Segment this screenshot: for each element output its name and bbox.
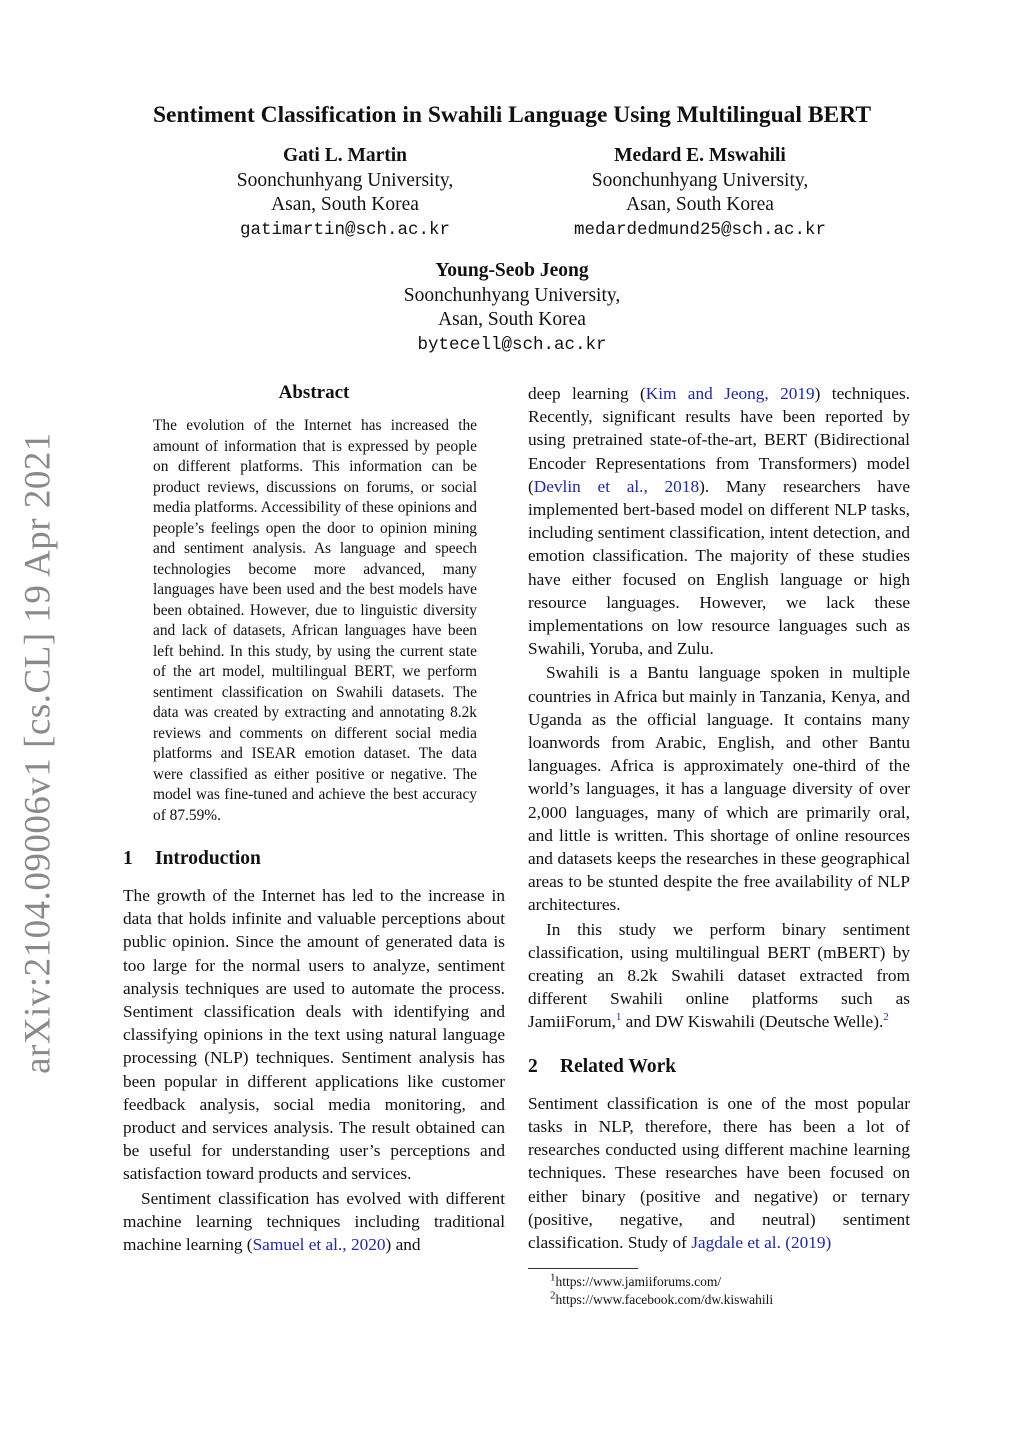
author-affiliation: Soonchunhyang University, [236, 169, 454, 191]
section-title: Related Work [560, 1055, 677, 1077]
footnote-number: 1 [550, 1271, 556, 1284]
text-run: ) techniques. Recently, significant results have been reported by using pretrained state-of-the-art, BERT (Bidirectional Encoder Representations from Transformers) model ( [528, 384, 911, 496]
citation-link[interactable]: Devlin et al., 2018 [533, 476, 700, 496]
author-email[interactable]: gatimartin@sch.ac.kr [239, 219, 451, 240]
citation-link[interactable]: Samuel et al., 2020 [252, 1235, 386, 1255]
text-run: ) and [385, 1235, 421, 1255]
author-name: Gati L. Martin [282, 145, 408, 166]
related-paragraph-1 [528, 1092, 910, 1254]
citation-link[interactable]: Kim and Jeong, 2019 [645, 384, 815, 403]
author-name: Young-Seob Jeong [435, 260, 589, 281]
author-affiliation: Soonchunhyang University, [591, 169, 809, 191]
abstract-heading: Abstract [278, 382, 350, 403]
text-run: deep learning ( [528, 384, 646, 403]
abstract-text: The evolution of the Internet has increased the amount of information that is expressed by people on different platforms. This information can be product reviews, discussions on forums, or social media platforms. Accessibility of these opinions and people’s feelings open the door to opinion mining and sentiment analysis. As language and speech technologies become more advanced, many languages have been used and the best models have been obtained. However, due to linguistic diversity and lack of datasets, African languages have been left behind. In this study, by using the current state of the art model, multilingual BERT, we perform sentiment classification on Swahili datasets. The data was created by extracting and annotating 8.2k reviews and comments on different social media platforms and ISEAR emotion dataset. The data were classified as either positive or negative. The model was fine-tuned and achieve the best accuracy of 87.59%. [153, 417, 477, 824]
text-run: Sentiment classification has evolved with different machine learning techniques including traditional machine learning ( [123, 1188, 505, 1255]
footnote-number: 2 [550, 1289, 556, 1302]
section-heading-introduction [123, 848, 505, 870]
author-location: Asan, South Korea [626, 194, 774, 215]
left-column [123, 382, 505, 1256]
citation-link[interactable]: Jagdale et al. (2019) [691, 1232, 832, 1252]
right-column [528, 382, 910, 1309]
author-location: Asan, South Korea [438, 309, 586, 330]
body-paragraph-2: Swahili is a Bantu language spoken in multiple countries in Africa but mainly in Tanzania, Kenya, and Uganda as the official language. It contains many loanwords from Arabic, English, and other Bantu languages. Africa is approximately one-third of the world’s languages, it has a language diversity of over 2,000 languages, many of which are primarily oral, and little is written. This shortage of online resources and datasets keeps the researches in these geographical areas to be stunted despite the free availability of NLP architectures. [528, 663, 910, 915]
footnote-url[interactable]: https://www.facebook.com/dw.kiswahili [555, 1292, 774, 1308]
author-name: Medard E. Mswahili [614, 145, 786, 166]
intro-paragraph-1: The growth of the Internet has led to the increase in data that holds infinite and valuable perceptions about public opinion. Since the amount of generated data is too large for the normal users to analyze, sentiment analysis techniques are used to automate the process. Sentiment classification deals with identifying and classifying opinions in the text using natural language processing (NLP) techniques. Sentiment analysis has been popular in different applications like customer feedback analysis, social media monitoring, and product and services analysis. The result obtained can be useful for understanding user’s perceptions and satisfaction toward products and services. [123, 886, 505, 1184]
author-affiliation: Soonchunhyang University, [403, 284, 621, 306]
author-block-3 [362, 259, 662, 357]
author-location: Asan, South Korea [271, 194, 419, 215]
footnote-marker[interactable]: 1 [615, 1011, 622, 1024]
footnote-divider [528, 1268, 638, 1269]
arxiv-sidebar [14, 432, 62, 1074]
text-run: In this study we perform binary sentiment classification, using multilingual BERT (mBERT) by creating an 8.2k Swahili dataset extracted from different Swahili online platforms such as JamiiForum, [528, 919, 910, 1032]
footnote-url[interactable]: https://www.jamiiforums.com/ [555, 1274, 722, 1290]
text-run: and DW Kiswahili (Deutsche Welle). [621, 1012, 884, 1032]
arxiv-identifier: arXiv:2104.09006v1 [cs.CL] 19 Apr 2021 [17, 432, 59, 1074]
text-run: Sentiment classification is one of the most popular tasks in NLP, therefore, there has been a lot of researches conducted using different machine learning techniques. These researches have been focused on either binary (positive and negative) or ternary (positive, negative, and neutral) sentiment classification. Study of [528, 1093, 910, 1252]
intro-paragraph-2 [123, 1187, 505, 1257]
body-paragraph-3 [528, 918, 910, 1034]
footnote-2 [528, 1291, 910, 1309]
author-block-1 [195, 144, 495, 242]
section-number: 1 [123, 848, 133, 869]
author-email[interactable]: medardedmund25@sch.ac.kr [573, 219, 827, 240]
paper-title: Sentiment Classification in Swahili Language Using Multilingual BERT [152, 102, 871, 128]
section-heading-related-work [528, 1056, 910, 1078]
text-run: ). Many researchers have implemented bert-based model on different NLP tasks, including sentiment classification, intent detection, and emotion classification. The majority of these studies have either focused on English language or high resource languages. However, we lack these implementations on low resource languages such as Swahili, Yoruba, and Zulu. [528, 476, 910, 659]
author-block-2 [520, 144, 880, 242]
footnote-1 [528, 1273, 910, 1291]
author-email[interactable]: bytecell@sch.ac.kr [417, 334, 607, 355]
section-number: 2 [528, 1055, 538, 1077]
section-title: Introduction [155, 848, 261, 869]
body-paragraph-1 [528, 382, 910, 660]
footnote-marker[interactable]: 2 [883, 1011, 889, 1024]
